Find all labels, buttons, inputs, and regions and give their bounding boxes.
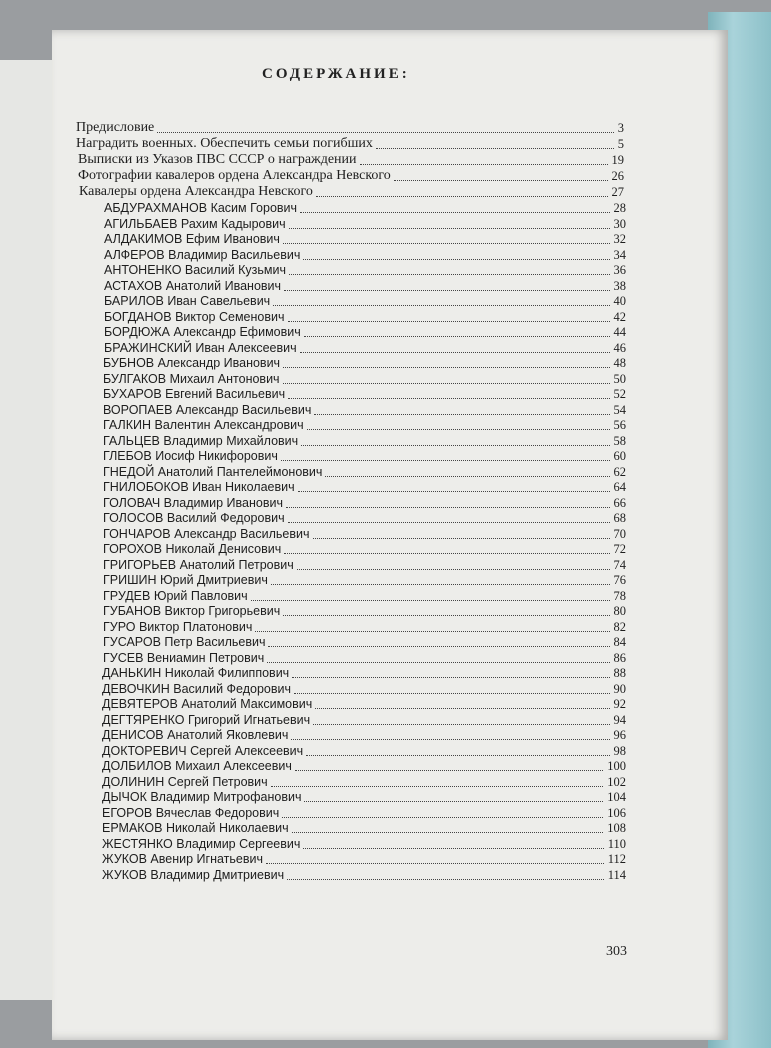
toc-entry-page: 92 xyxy=(613,697,626,711)
dot-leader xyxy=(281,460,610,461)
toc-person-entry xyxy=(102,805,626,821)
toc-entry-page: 102 xyxy=(607,774,626,789)
toc-person-entry xyxy=(103,355,626,371)
toc-person-entry xyxy=(103,464,626,480)
toc-section-entry xyxy=(78,168,624,184)
toc-person-entry xyxy=(103,588,626,604)
dot-leader xyxy=(266,863,604,864)
toc-entry-page: 94 xyxy=(613,712,626,727)
dot-leader xyxy=(292,832,604,833)
toc-entry-label: БАРИЛОВ Иван Савельевич xyxy=(104,294,271,308)
toc-entry-label: ДЕВЯТЕРОВ Анатолий Максимович xyxy=(102,697,313,711)
toc-person-entry xyxy=(103,402,626,418)
toc-person-entry xyxy=(104,200,626,216)
dot-leader xyxy=(289,274,609,275)
dot-leader xyxy=(313,724,609,725)
toc-entry-label: ДОЛБИЛОВ Михаил Алексеевич xyxy=(102,759,292,773)
toc-entry-label: ДОЛИНИН Сергей Петрович xyxy=(102,774,268,789)
dot-leader xyxy=(284,290,609,291)
toc-person-entry xyxy=(103,541,626,557)
toc-entry-page: 76 xyxy=(613,573,626,587)
toc-entry-page: 74 xyxy=(613,557,626,572)
toc-entry-page: 66 xyxy=(613,495,626,510)
toc-person-entry xyxy=(104,324,626,340)
dot-leader xyxy=(297,569,610,570)
toc-entry-label: Предисловие xyxy=(76,120,155,135)
toc-entry-page: 38 xyxy=(613,278,626,293)
toc-person-entry xyxy=(104,293,626,309)
toc-person-entry xyxy=(102,789,626,805)
dot-leader xyxy=(360,164,608,165)
toc-entry-page: 110 xyxy=(607,836,626,851)
dot-leader xyxy=(304,801,603,802)
dot-leader xyxy=(376,148,614,149)
dot-leader xyxy=(271,584,610,585)
toc-entry-label: Наградить военных. Обеспечить семьи погибших xyxy=(76,136,373,151)
toc-entry-label: ГУСЕВ Вениамин Петрович xyxy=(103,650,265,665)
toc-entry-page: 56 xyxy=(613,418,626,432)
toc-entry-page: 100 xyxy=(607,759,626,773)
toc-entry-page: 62 xyxy=(613,464,626,479)
toc-person-entry xyxy=(102,820,626,836)
toc-person-entry xyxy=(104,247,626,263)
dot-leader xyxy=(251,600,610,601)
toc-entry-label: БУБНОВ Александр Иванович xyxy=(103,356,281,370)
toc-person-entry xyxy=(102,774,626,790)
toc-entry-page: 27 xyxy=(611,185,624,199)
toc-person-entry xyxy=(103,371,626,387)
toc-entry-label: ГНЕДОЙ Анатолий Пантелеймонович xyxy=(103,464,323,479)
toc-person-entry xyxy=(103,479,626,495)
dot-leader xyxy=(288,522,610,523)
toc-entry-page: 80 xyxy=(613,604,626,618)
toc-entry-label: ГОЛОВАЧ Владимир Иванович xyxy=(103,495,283,510)
toc-entry-page: 70 xyxy=(613,526,626,541)
toc-entry-page: 82 xyxy=(613,619,626,634)
toc-entry-page: 30 xyxy=(613,216,626,231)
dot-leader xyxy=(157,132,613,133)
toc-entry-page: 36 xyxy=(613,263,626,277)
toc-entry-page: 108 xyxy=(607,821,626,835)
toc-entry-page: 86 xyxy=(613,650,626,665)
toc-person-entry xyxy=(104,262,626,278)
toc-entry-page: 64 xyxy=(613,480,626,494)
page-title: СОДЕРЖАНИЕ: xyxy=(262,66,410,82)
toc-entry-label: АСТАХОВ Анатолий Иванович xyxy=(104,278,282,293)
toc-person-entry xyxy=(103,603,626,619)
toc-section-entry xyxy=(76,120,624,136)
dot-leader xyxy=(316,196,608,197)
toc-entry-label: ДАНЬКИН Николай Филиппович xyxy=(102,666,290,680)
toc-entry-page: 98 xyxy=(613,743,626,758)
toc-section-entry xyxy=(76,136,624,152)
toc-person-entry xyxy=(103,572,626,588)
toc-entry-label: ЕРМАКОВ Николай Николаевич xyxy=(102,821,289,835)
toc-entry-page: 34 xyxy=(613,247,626,262)
toc-entry-label: АНТОНЕНКО Василий Кузьмич xyxy=(104,263,287,277)
toc-person-entry xyxy=(104,278,626,294)
dot-leader xyxy=(294,693,610,694)
toc-entry-label: АГИЛЬБАЕВ Рахим Кадырович xyxy=(104,216,286,231)
toc-entry-label: Кавалеры ордена Александра Невского xyxy=(79,184,313,199)
toc-entry-label: Фотографии кавалеров ордена Александра Невского xyxy=(78,168,391,183)
toc-person-entry xyxy=(103,433,626,449)
dot-leader xyxy=(271,786,604,787)
toc-entry-page: 42 xyxy=(613,309,626,324)
toc-entry-label: ГЛЕБОВ Иосиф Никифорович xyxy=(103,449,278,463)
dot-leader xyxy=(325,476,609,477)
toc-entry-page: 26 xyxy=(611,169,624,183)
toc-person-entry xyxy=(104,309,626,325)
toc-entry-label: ГУБАНОВ Виктор Григорьевич xyxy=(103,604,281,618)
toc-entry-page: 48 xyxy=(613,356,626,370)
toc-entry-label: ДЕВОЧКИН Василий Федорович xyxy=(102,681,291,696)
dot-leader xyxy=(314,414,609,415)
toc-person-entry xyxy=(104,231,626,247)
toc-entry-label: Выписки из Указов ПВС СССР о награждении xyxy=(78,152,357,167)
dot-leader xyxy=(306,755,609,756)
toc-person-entry xyxy=(103,386,626,402)
toc-entry-label: БОРДЮЖА Александр Ефимович xyxy=(104,325,301,339)
toc-person-entry xyxy=(102,681,626,697)
toc-entry-page: 112 xyxy=(607,852,626,866)
toc-entry-page: 68 xyxy=(613,511,626,525)
toc-entry-page: 78 xyxy=(613,588,626,603)
dot-leader xyxy=(267,662,609,663)
toc-entry-label: АЛДАКИМОВ Ефим Иванович xyxy=(104,232,280,246)
toc-person-entry xyxy=(103,634,626,650)
dot-leader xyxy=(300,212,609,213)
dot-leader xyxy=(288,398,609,399)
toc-entry-page: 50 xyxy=(613,371,626,386)
toc-entry-label: АЛФЕРОВ Владимир Васильевич xyxy=(104,247,301,262)
dot-leader xyxy=(394,180,608,181)
dot-leader xyxy=(282,817,603,818)
dot-leader xyxy=(255,631,609,632)
toc-section-entry xyxy=(79,184,624,200)
toc-person-entry xyxy=(103,495,626,511)
toc-entry-label: ДЕНИСОВ Анатолий Яковлевич xyxy=(102,728,289,742)
toc-entry-label: БОГДАНОВ Виктор Семенович xyxy=(104,309,285,324)
toc-person-entry xyxy=(102,758,626,774)
toc-entry-label: БРАЖИНСКИЙ Иван Алексеевич xyxy=(104,340,297,355)
dot-leader xyxy=(307,429,610,430)
toc-entry-page: 40 xyxy=(613,294,626,308)
toc-entry-label: ГОРОХОВ Николай Денисович xyxy=(103,542,282,556)
toc-entry-label: ДЫЧОК Владимир Митрофанович xyxy=(102,790,302,804)
toc-person-entry xyxy=(103,448,626,464)
toc-person-entry xyxy=(102,712,626,728)
toc-entry-page: 96 xyxy=(613,728,626,742)
toc-entry-page: 3 xyxy=(617,121,624,135)
toc-entry-label: ЖУКОВ Авенир Игнатьевич xyxy=(102,852,263,866)
toc-person-entry xyxy=(103,417,626,433)
toc-person-entry xyxy=(104,340,626,356)
dot-leader xyxy=(289,228,610,229)
toc-entry-label: ГОНЧАРОВ Александр Васильевич xyxy=(103,526,310,541)
dot-leader xyxy=(303,259,609,260)
page-number: 303 xyxy=(606,944,627,959)
toc-entry-page: 46 xyxy=(613,340,626,355)
toc-person-entry xyxy=(102,851,626,867)
toc-entry-page: 19 xyxy=(611,153,624,167)
dot-leader xyxy=(292,677,609,678)
dot-leader xyxy=(291,739,609,740)
dot-leader xyxy=(273,305,609,306)
toc-entry-label: БУХАРОВ Евгений Васильевич xyxy=(103,387,286,401)
toc-entry-label: ВОРОПАЕВ Александр Васильевич xyxy=(103,402,312,417)
dot-leader xyxy=(301,445,609,446)
dot-leader xyxy=(283,367,609,368)
dot-leader xyxy=(287,879,604,880)
toc-entry-label: БУЛГАКОВ Михаил Антонович xyxy=(103,371,280,386)
toc-person-entry xyxy=(102,743,626,759)
toc-person-entry xyxy=(102,727,626,743)
toc-person-entry xyxy=(102,665,626,681)
toc-entry-label: ЖУКОВ Владимир Дмитриевич xyxy=(102,867,285,882)
toc-person-entry xyxy=(103,557,626,573)
toc-entry-label: ГАЛКИН Валентин Александрович xyxy=(103,418,304,432)
toc-entry-label: ЖЕСТЯНКО Владимир Сергеевич xyxy=(102,836,301,851)
dot-leader xyxy=(268,646,609,647)
toc-person-entry xyxy=(104,216,626,232)
toc-entry-page: 88 xyxy=(613,666,626,680)
toc-entry-page: 58 xyxy=(613,433,626,448)
toc-entry-page: 44 xyxy=(613,325,626,339)
toc-person-entry xyxy=(103,619,626,635)
toc-entry-page: 54 xyxy=(613,402,626,417)
toc-entry-page: 84 xyxy=(613,635,626,649)
dot-leader xyxy=(303,848,603,849)
dot-leader xyxy=(313,538,610,539)
toc-entry-label: ГРУДЕВ Юрий Павлович xyxy=(103,588,248,603)
dot-leader xyxy=(283,383,610,384)
toc-entry-page: 60 xyxy=(613,449,626,463)
toc-person-entry xyxy=(102,696,626,712)
toc-entry-page: 32 xyxy=(613,232,626,246)
toc-entry-page: 5 xyxy=(617,137,624,151)
toc-entry-page: 106 xyxy=(607,805,626,820)
toc-entry-label: ДЕГТЯРЕНКО Григорий Игнатьевич xyxy=(102,712,311,727)
dot-leader xyxy=(283,243,610,244)
toc-entry-page: 90 xyxy=(613,681,626,696)
toc-entry-label: ГУРО Виктор Платонович xyxy=(103,619,253,634)
toc-entry-label: ГУСАРОВ Петр Васильевич xyxy=(103,635,266,649)
toc-entry-label: ЕГОРОВ Вячеслав Федорович xyxy=(102,805,280,820)
dot-leader xyxy=(283,615,609,616)
toc-entry-label: ГОЛОСОВ Василий Федорович xyxy=(103,511,285,525)
toc-entry-label: АБДУРАХМАНОВ Касим Горович xyxy=(104,201,298,215)
toc-person-entry xyxy=(103,650,626,666)
dot-leader xyxy=(298,491,610,492)
dot-leader xyxy=(284,553,609,554)
toc-entry-page: 72 xyxy=(613,542,626,556)
toc-entry-page: 114 xyxy=(607,867,626,882)
dot-leader xyxy=(286,507,610,508)
toc-entry-label: ГАЛЬЦЕВ Владимир Михайлович xyxy=(103,433,299,448)
toc-entry-page: 28 xyxy=(613,201,626,215)
toc-entry-page: 104 xyxy=(607,790,626,804)
toc-entry-label: ГРИГОРЬЕВ Анатолий Петрович xyxy=(103,557,294,572)
dot-leader xyxy=(295,770,603,771)
toc-entry-page: 52 xyxy=(613,387,626,401)
dot-leader xyxy=(288,321,610,322)
toc-entry-label: ДОКТОРЕВИЧ Сергей Алексеевич xyxy=(102,743,304,758)
toc-entry-label: ГНИЛОБОКОВ Иван Николаевич xyxy=(103,480,295,494)
toc-person-entry xyxy=(103,510,626,526)
toc-person-entry xyxy=(102,867,626,883)
toc-person-entry xyxy=(102,836,626,852)
toc-entry-label: ГРИШИН Юрий Дмитриевич xyxy=(103,573,268,587)
dot-leader xyxy=(304,336,610,337)
dot-leader xyxy=(315,708,609,709)
dot-leader xyxy=(300,352,610,353)
toc-person-entry xyxy=(103,526,626,542)
toc-section-entry xyxy=(78,152,624,168)
